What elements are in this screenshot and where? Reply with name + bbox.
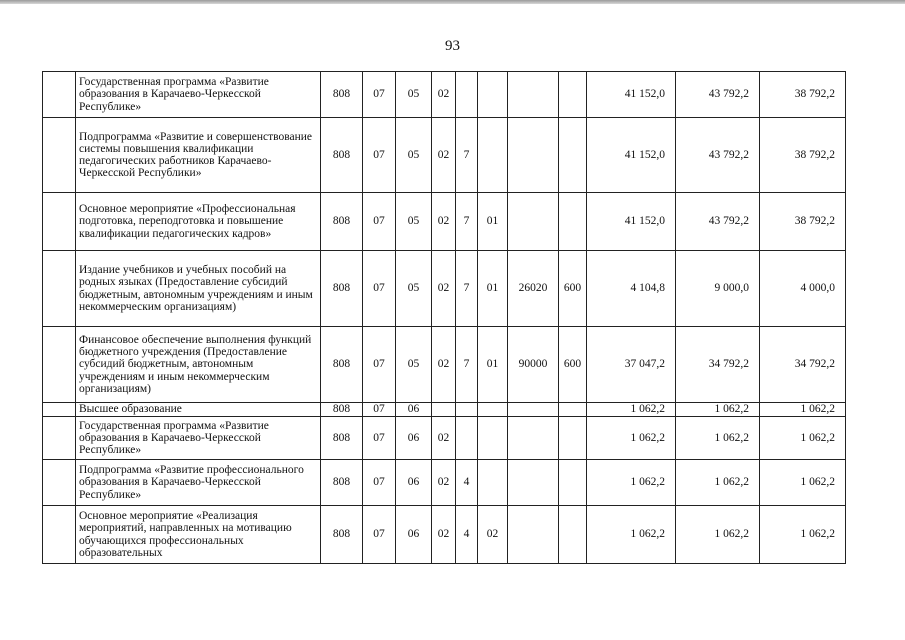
table-row xyxy=(43,72,846,118)
code-section: 07 xyxy=(363,417,396,460)
amount-year-3: 1 062,2 xyxy=(760,403,846,417)
code-subprogram: 7 xyxy=(456,118,478,193)
amount-year-2: 1 062,2 xyxy=(676,417,760,460)
code-section: 07 xyxy=(363,193,396,251)
row-name: Основное мероприятие «Реализация мероприятий, направленных на мотивацию обучающихся профессиональных образовательных xyxy=(76,506,321,564)
row-name: Государственная программа «Развитие образования в Карачаево-Черкесской Республике» xyxy=(76,417,321,460)
code-subprogram xyxy=(456,417,478,460)
row-margin-cell xyxy=(43,506,76,564)
amount-year-1: 41 152,0 xyxy=(587,118,676,193)
code-section: 07 xyxy=(363,72,396,118)
code-subsection: 05 xyxy=(396,251,432,327)
row-name: Финансовое обеспечение выполнения функций бюджетного учреждения (Предоставление субсидий бюджетным, автономным учреждениям и иным некоммерческим организациям) xyxy=(76,327,321,403)
code-subsection: 06 xyxy=(396,417,432,460)
code-event xyxy=(478,72,508,118)
code-direction xyxy=(508,193,559,251)
table-row xyxy=(43,327,846,403)
code-event: 01 xyxy=(478,193,508,251)
amount-year-2: 1 062,2 xyxy=(676,506,760,564)
code-subprogram: 7 xyxy=(456,193,478,251)
code-event xyxy=(478,460,508,506)
code-ved: 808 xyxy=(321,118,363,193)
amount-year-3: 38 792,2 xyxy=(760,118,846,193)
amount-year-1: 1 062,2 xyxy=(587,506,676,564)
row-name: Издание учебников и учебных пособий на родных языках (Предоставление субсидий бюджетным, автономным учреждениям и иным некоммерческим организациям) xyxy=(76,251,321,327)
table-body xyxy=(43,72,846,564)
code-program: 02 xyxy=(432,460,456,506)
row-name: Государственная программа «Развитие образования в Карачаево-Черкесской Республике» xyxy=(76,72,321,118)
amount-year-1: 41 152,0 xyxy=(587,72,676,118)
code-expense-type xyxy=(559,403,587,417)
amount-year-3: 1 062,2 xyxy=(760,417,846,460)
row-name: Подпрограмма «Развитие и совершенствование системы повышения квалификации педагогических работников Карачаево-Черкесской Республики» xyxy=(76,118,321,193)
code-direction xyxy=(508,403,559,417)
code-event: 02 xyxy=(478,506,508,564)
row-margin-cell xyxy=(43,460,76,506)
code-direction: 90000 xyxy=(508,327,559,403)
code-subsection: 05 xyxy=(396,327,432,403)
table-row xyxy=(43,193,846,251)
row-margin-cell xyxy=(43,193,76,251)
code-section: 07 xyxy=(363,118,396,193)
code-program: 02 xyxy=(432,327,456,403)
table-row xyxy=(43,118,846,193)
amount-year-1: 1 062,2 xyxy=(587,417,676,460)
code-subsection: 05 xyxy=(396,72,432,118)
row-name: Подпрограмма «Развитие профессионального образования в Карачаево-Черкесской Республике» xyxy=(76,460,321,506)
table-row xyxy=(43,251,846,327)
code-ved: 808 xyxy=(321,417,363,460)
code-program: 02 xyxy=(432,72,456,118)
amount-year-2: 9 000,0 xyxy=(676,251,760,327)
code-expense-type xyxy=(559,193,587,251)
table-row xyxy=(43,417,846,460)
code-program: 02 xyxy=(432,118,456,193)
code-subprogram xyxy=(456,403,478,417)
code-ved: 808 xyxy=(321,460,363,506)
amount-year-2: 1 062,2 xyxy=(676,460,760,506)
code-subsection: 05 xyxy=(396,118,432,193)
amount-year-3: 34 792,2 xyxy=(760,327,846,403)
code-expense-type xyxy=(559,417,587,460)
code-section: 07 xyxy=(363,460,396,506)
scan-edge xyxy=(0,0,905,4)
amount-year-2: 43 792,2 xyxy=(676,193,760,251)
amount-year-2: 34 792,2 xyxy=(676,327,760,403)
code-direction xyxy=(508,72,559,118)
code-subprogram xyxy=(456,72,478,118)
code-section: 07 xyxy=(363,403,396,417)
amount-year-3: 38 792,2 xyxy=(760,193,846,251)
page-number: 93 xyxy=(445,38,460,54)
code-subprogram: 4 xyxy=(456,460,478,506)
amount-year-1: 41 152,0 xyxy=(587,193,676,251)
code-section: 07 xyxy=(363,506,396,564)
code-section: 07 xyxy=(363,251,396,327)
code-subsection: 06 xyxy=(396,460,432,506)
code-direction xyxy=(508,417,559,460)
code-expense-type xyxy=(559,460,587,506)
code-event xyxy=(478,118,508,193)
amount-year-2: 43 792,2 xyxy=(676,72,760,118)
amount-year-1: 4 104,8 xyxy=(587,251,676,327)
code-direction: 26020 xyxy=(508,251,559,327)
table-row xyxy=(43,506,846,564)
code-subprogram: 4 xyxy=(456,506,478,564)
code-expense-type xyxy=(559,72,587,118)
code-program: 02 xyxy=(432,506,456,564)
code-subsection: 05 xyxy=(396,193,432,251)
amount-year-1: 1 062,2 xyxy=(587,460,676,506)
code-event: 01 xyxy=(478,327,508,403)
code-subsection: 06 xyxy=(396,403,432,417)
code-direction xyxy=(508,118,559,193)
amount-year-3: 38 792,2 xyxy=(760,72,846,118)
code-subprogram: 7 xyxy=(456,327,478,403)
code-section: 07 xyxy=(363,327,396,403)
code-ved: 808 xyxy=(321,327,363,403)
amount-year-3: 4 000,0 xyxy=(760,251,846,327)
code-ved: 808 xyxy=(321,251,363,327)
code-program: 02 xyxy=(432,251,456,327)
code-ved: 808 xyxy=(321,506,363,564)
code-event xyxy=(478,403,508,417)
code-program: 02 xyxy=(432,193,456,251)
row-margin-cell xyxy=(43,327,76,403)
code-expense-type xyxy=(559,118,587,193)
budget-table xyxy=(42,71,846,564)
code-expense-type: 600 xyxy=(559,327,587,403)
table-row xyxy=(43,403,846,417)
code-ved: 808 xyxy=(321,72,363,118)
row-margin-cell xyxy=(43,72,76,118)
code-ved: 808 xyxy=(321,193,363,251)
code-ved: 808 xyxy=(321,403,363,417)
row-margin-cell xyxy=(43,403,76,417)
row-margin-cell xyxy=(43,417,76,460)
code-direction xyxy=(508,460,559,506)
code-expense-type: 600 xyxy=(559,251,587,327)
code-event xyxy=(478,417,508,460)
code-event: 01 xyxy=(478,251,508,327)
row-name: Основное мероприятие «Профессиональная подготовка, переподготовка и повышение квалификации педагогических кадров» xyxy=(76,193,321,251)
amount-year-3: 1 062,2 xyxy=(760,460,846,506)
code-program: 02 xyxy=(432,417,456,460)
code-expense-type xyxy=(559,506,587,564)
row-name: Высшее образование xyxy=(76,403,321,417)
code-subsection: 06 xyxy=(396,506,432,564)
row-margin-cell xyxy=(43,118,76,193)
row-margin-cell xyxy=(43,251,76,327)
amount-year-1: 1 062,2 xyxy=(587,403,676,417)
amount-year-2: 1 062,2 xyxy=(676,403,760,417)
table-row xyxy=(43,460,846,506)
code-program xyxy=(432,403,456,417)
amount-year-1: 37 047,2 xyxy=(587,327,676,403)
code-subprogram: 7 xyxy=(456,251,478,327)
code-direction xyxy=(508,506,559,564)
amount-year-2: 43 792,2 xyxy=(676,118,760,193)
amount-year-3: 1 062,2 xyxy=(760,506,846,564)
